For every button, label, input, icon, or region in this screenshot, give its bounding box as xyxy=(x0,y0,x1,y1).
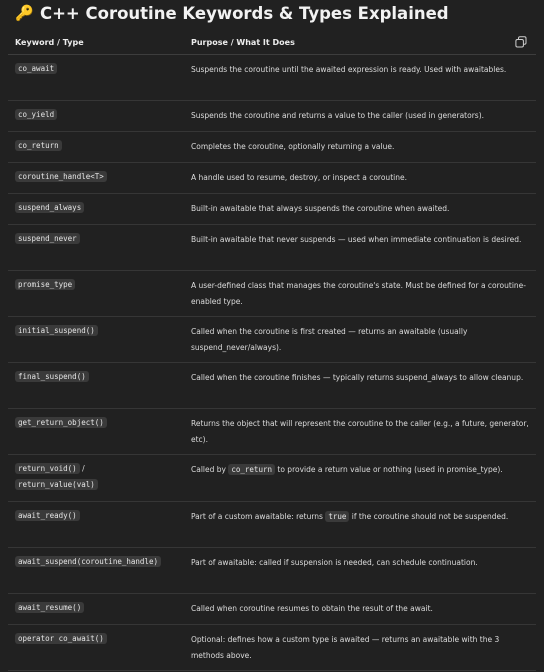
keyword-code: await_ready() xyxy=(15,510,80,521)
table-row xyxy=(8,409,536,455)
description-text: if the coroutine should not be suspended. xyxy=(351,512,509,521)
keyword-code: coroutine_handle<T> xyxy=(15,171,107,182)
page-title xyxy=(15,2,449,24)
table-row xyxy=(8,271,536,317)
description xyxy=(191,509,531,525)
table-row xyxy=(8,163,536,194)
keyword-code: suspend_always xyxy=(15,202,84,213)
keyword-separator: / xyxy=(82,464,85,473)
table-row xyxy=(8,594,536,625)
keyword-code: co_await xyxy=(15,63,57,74)
table-row xyxy=(8,55,536,101)
table-row xyxy=(8,502,536,548)
description-text: to provide a return value or nothing (used in promise_type). xyxy=(277,465,503,474)
description: Suspends the coroutine and returns a value to the caller (used in generators). xyxy=(191,111,485,120)
keyword-code: return_void() xyxy=(15,463,80,474)
keyword-code: return_value(val) xyxy=(15,479,98,490)
table-row xyxy=(8,132,536,163)
table-row xyxy=(8,548,536,594)
description-text: Part of a custom awaitable: returns xyxy=(191,512,323,521)
table-header xyxy=(8,30,536,55)
description: Returns the object that will represent the coroutine to the caller (e.g., a future, generator, etc). xyxy=(191,419,529,444)
table-row xyxy=(8,194,536,225)
table-row xyxy=(8,455,536,502)
description: Built-in awaitable that never suspends — used when immediate continuation is desired. xyxy=(191,235,522,244)
inline-code: co_return xyxy=(228,464,275,475)
keyword-code: operator co_await() xyxy=(15,633,107,644)
description xyxy=(191,462,531,478)
description-text: Called by xyxy=(191,465,226,474)
column-header-keyword: Keyword / Type xyxy=(15,38,84,47)
column-header-purpose: Purpose / What It Does xyxy=(191,38,295,47)
table-row xyxy=(8,101,536,132)
description: Called when coroutine resumes to obtain the result of the await. xyxy=(191,604,433,613)
description: Optional: defines how a custom type is awaited — returns an awaitable with the 3 methods above. xyxy=(191,635,500,660)
description: A user-defined class that manages the coroutine's state. Must be defined for a coroutine-enabled type. xyxy=(191,281,526,306)
table-row xyxy=(8,317,536,363)
keywords-table xyxy=(8,30,536,671)
copy-icon[interactable] xyxy=(515,36,527,48)
description: Suspends the coroutine until the awaited expression is ready. Used with awaitables. xyxy=(191,65,507,74)
keyword-code: co_return xyxy=(15,140,62,151)
description: Completes the coroutine, optionally returning a value. xyxy=(191,142,395,151)
keyword-code: suspend_never xyxy=(15,233,80,244)
description: Part of awaitable: called if suspension is needed, can schedule continuation. xyxy=(191,558,478,567)
description: Called when the coroutine is first created — returns an awaitable (usually suspend_never/always). xyxy=(191,327,468,352)
description: Built-in awaitable that always suspends the coroutine when awaited. xyxy=(191,204,450,213)
keyword-code: initial_suspend() xyxy=(15,325,98,336)
table-row xyxy=(8,225,536,271)
table-row xyxy=(8,363,536,409)
keyword-code: promise_type xyxy=(15,279,75,290)
inline-code: true xyxy=(325,511,349,522)
description: Called when the coroutine finishes — typically returns suspend_always to allow cleanup. xyxy=(191,373,524,382)
keyword-code: await_resume() xyxy=(15,602,84,613)
keyword-code: await_suspend(coroutine_handle) xyxy=(15,556,161,567)
description: A handle used to resume, destroy, or inspect a coroutine. xyxy=(191,173,407,182)
keyword-code: get_return_object() xyxy=(15,417,107,428)
table-row xyxy=(8,625,536,671)
keyword-code: co_yield xyxy=(15,109,57,120)
key-icon: 🔑 xyxy=(15,3,34,22)
keyword-code: final_suspend() xyxy=(15,371,89,382)
page-title-text: C++ Coroutine Keywords & Types Explained xyxy=(40,3,449,23)
